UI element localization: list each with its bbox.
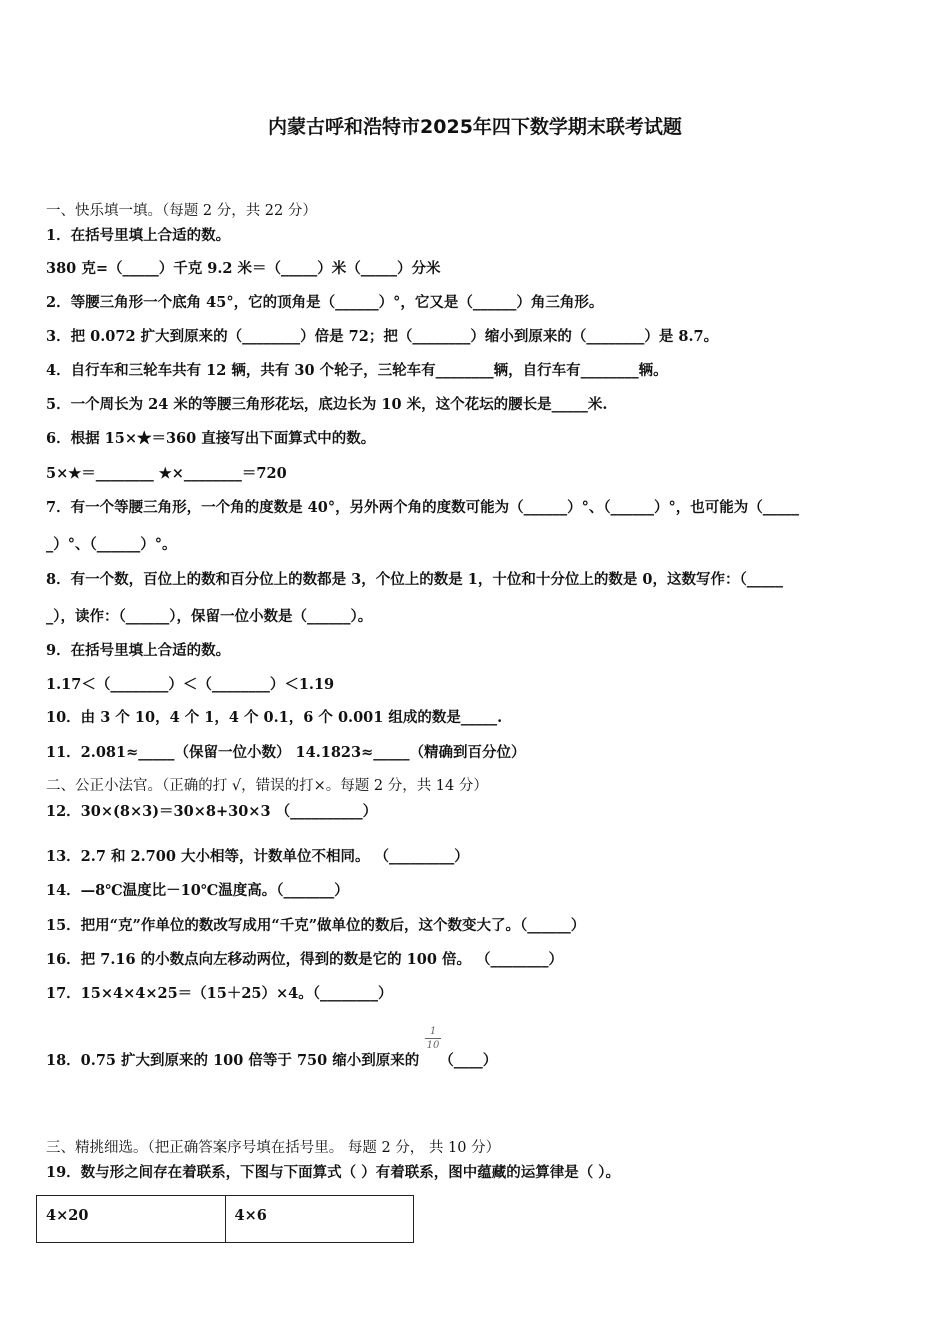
figure-table bbox=[36, 1195, 414, 1243]
question-6-line-2: 5×★＝________ ★×________＝720 bbox=[46, 465, 287, 482]
question-8-line-2: _），读作：（______），保留一位小数是（______）。 bbox=[46, 608, 373, 625]
question-1-line-2: 380 克=（_____）千克 9.2 米＝（_____）米（_____）分米 bbox=[46, 260, 441, 277]
question-8: 8．有一个数，百位上的数和百分位上的数都是 3，个位上的数是 1，十位和十分位上的数是 0，这数写作：（_____ bbox=[46, 571, 783, 588]
section-2-heading: 二、公正小法官。（正确的打 √，错误的打×。每题 2 分，共 14 分） bbox=[46, 778, 488, 794]
question-18-text: 18．0.75 扩大到原来的 100 倍等于 750 缩小到原来的 bbox=[46, 1052, 420, 1069]
question-2: 2．等腰三角形一个底角 45°，它的顶角是（______）°，它又是（______）角三角形。 bbox=[46, 294, 604, 311]
fraction-denominator: 10 bbox=[426, 1040, 440, 1051]
question-5: 5．一个周长为 24 米的等腰三角形花坛，底边长为 10 米，这个花坛的腰长是_____米. bbox=[46, 396, 608, 413]
question-11: 11．2.081≈_____（保留一位小数） 14.1823≈_____（精确到百分位） bbox=[46, 744, 526, 761]
page-title: 内蒙古呼和浩特市2025年四下数学期末联考试题 bbox=[268, 116, 682, 138]
question-4: 4．自行车和三轮车共有 12 辆，共有 30 个轮子，三轮车有________辆，自行车有________辆。 bbox=[46, 362, 668, 379]
table-cell: 4×6 bbox=[225, 1196, 414, 1243]
section-1-heading: 一、快乐填一填。（每题 2 分，共 22 分） bbox=[46, 203, 317, 219]
question-13: 13．2.7 和 2.700 大小相等，计数单位不相同。 （_________） bbox=[46, 848, 469, 865]
question-6: 6．根据 15×★＝360 直接写出下面算式中的数。 bbox=[46, 430, 376, 447]
question-3: 3．把 0.072 扩大到原来的（________）倍是 72；把（________）缩小到原来的（________）是 8.7。 bbox=[46, 328, 719, 345]
question-7: 7．有一个等腰三角形，一个角的度数是 40°，另外两个角的度数可能为（______）°、（______）°，也可能为（_____ bbox=[46, 499, 800, 516]
question-19: 19．数与形之间存在着联系，下图与下面算式（ ）有着联系，图中蕴藏的运算律是（ ）。 bbox=[46, 1164, 621, 1181]
question-14: 14．—8℃温度比－10℃温度高。（_______） bbox=[46, 882, 349, 899]
question-9: 9．在括号里填上合适的数。 bbox=[46, 642, 231, 659]
question-18-blank: （____） bbox=[439, 1052, 498, 1069]
section-3-heading: 三、精挑细选。（把正确答案序号填在括号里。 每题 2 分， 共 10 分） bbox=[46, 1140, 501, 1156]
fraction-one-tenth bbox=[425, 1026, 441, 1051]
question-18 bbox=[46, 1051, 497, 1071]
question-15: 15．把用“克”作单位的数改写成用“千克”做单位的数后，这个数变大了。（______） bbox=[46, 917, 586, 934]
question-7-line-2: _）°、（______）°。 bbox=[46, 536, 177, 553]
question-9-line-2: 1.17＜（________）＜（________）＜1.19 bbox=[46, 676, 335, 693]
table-cell: 4×20 bbox=[37, 1196, 226, 1243]
question-1: 1．在括号里填上合适的数。 bbox=[46, 227, 231, 244]
question-10: 10．由 3 个 10，4 个 1，4 个 0.1，6 个 0.001 组成的数是_____. bbox=[46, 709, 503, 726]
question-17: 17．15×4×4×25＝（15＋25）×4。（________） bbox=[46, 985, 393, 1002]
question-16: 16．把 7.16 的小数点向左移动两位，得到的数是它的 100 倍。 （________） bbox=[46, 951, 563, 968]
question-12: 12．30×(8×3)＝30×8+30×3 （__________） bbox=[46, 803, 378, 820]
fraction-numerator: 1 bbox=[429, 1026, 437, 1037]
